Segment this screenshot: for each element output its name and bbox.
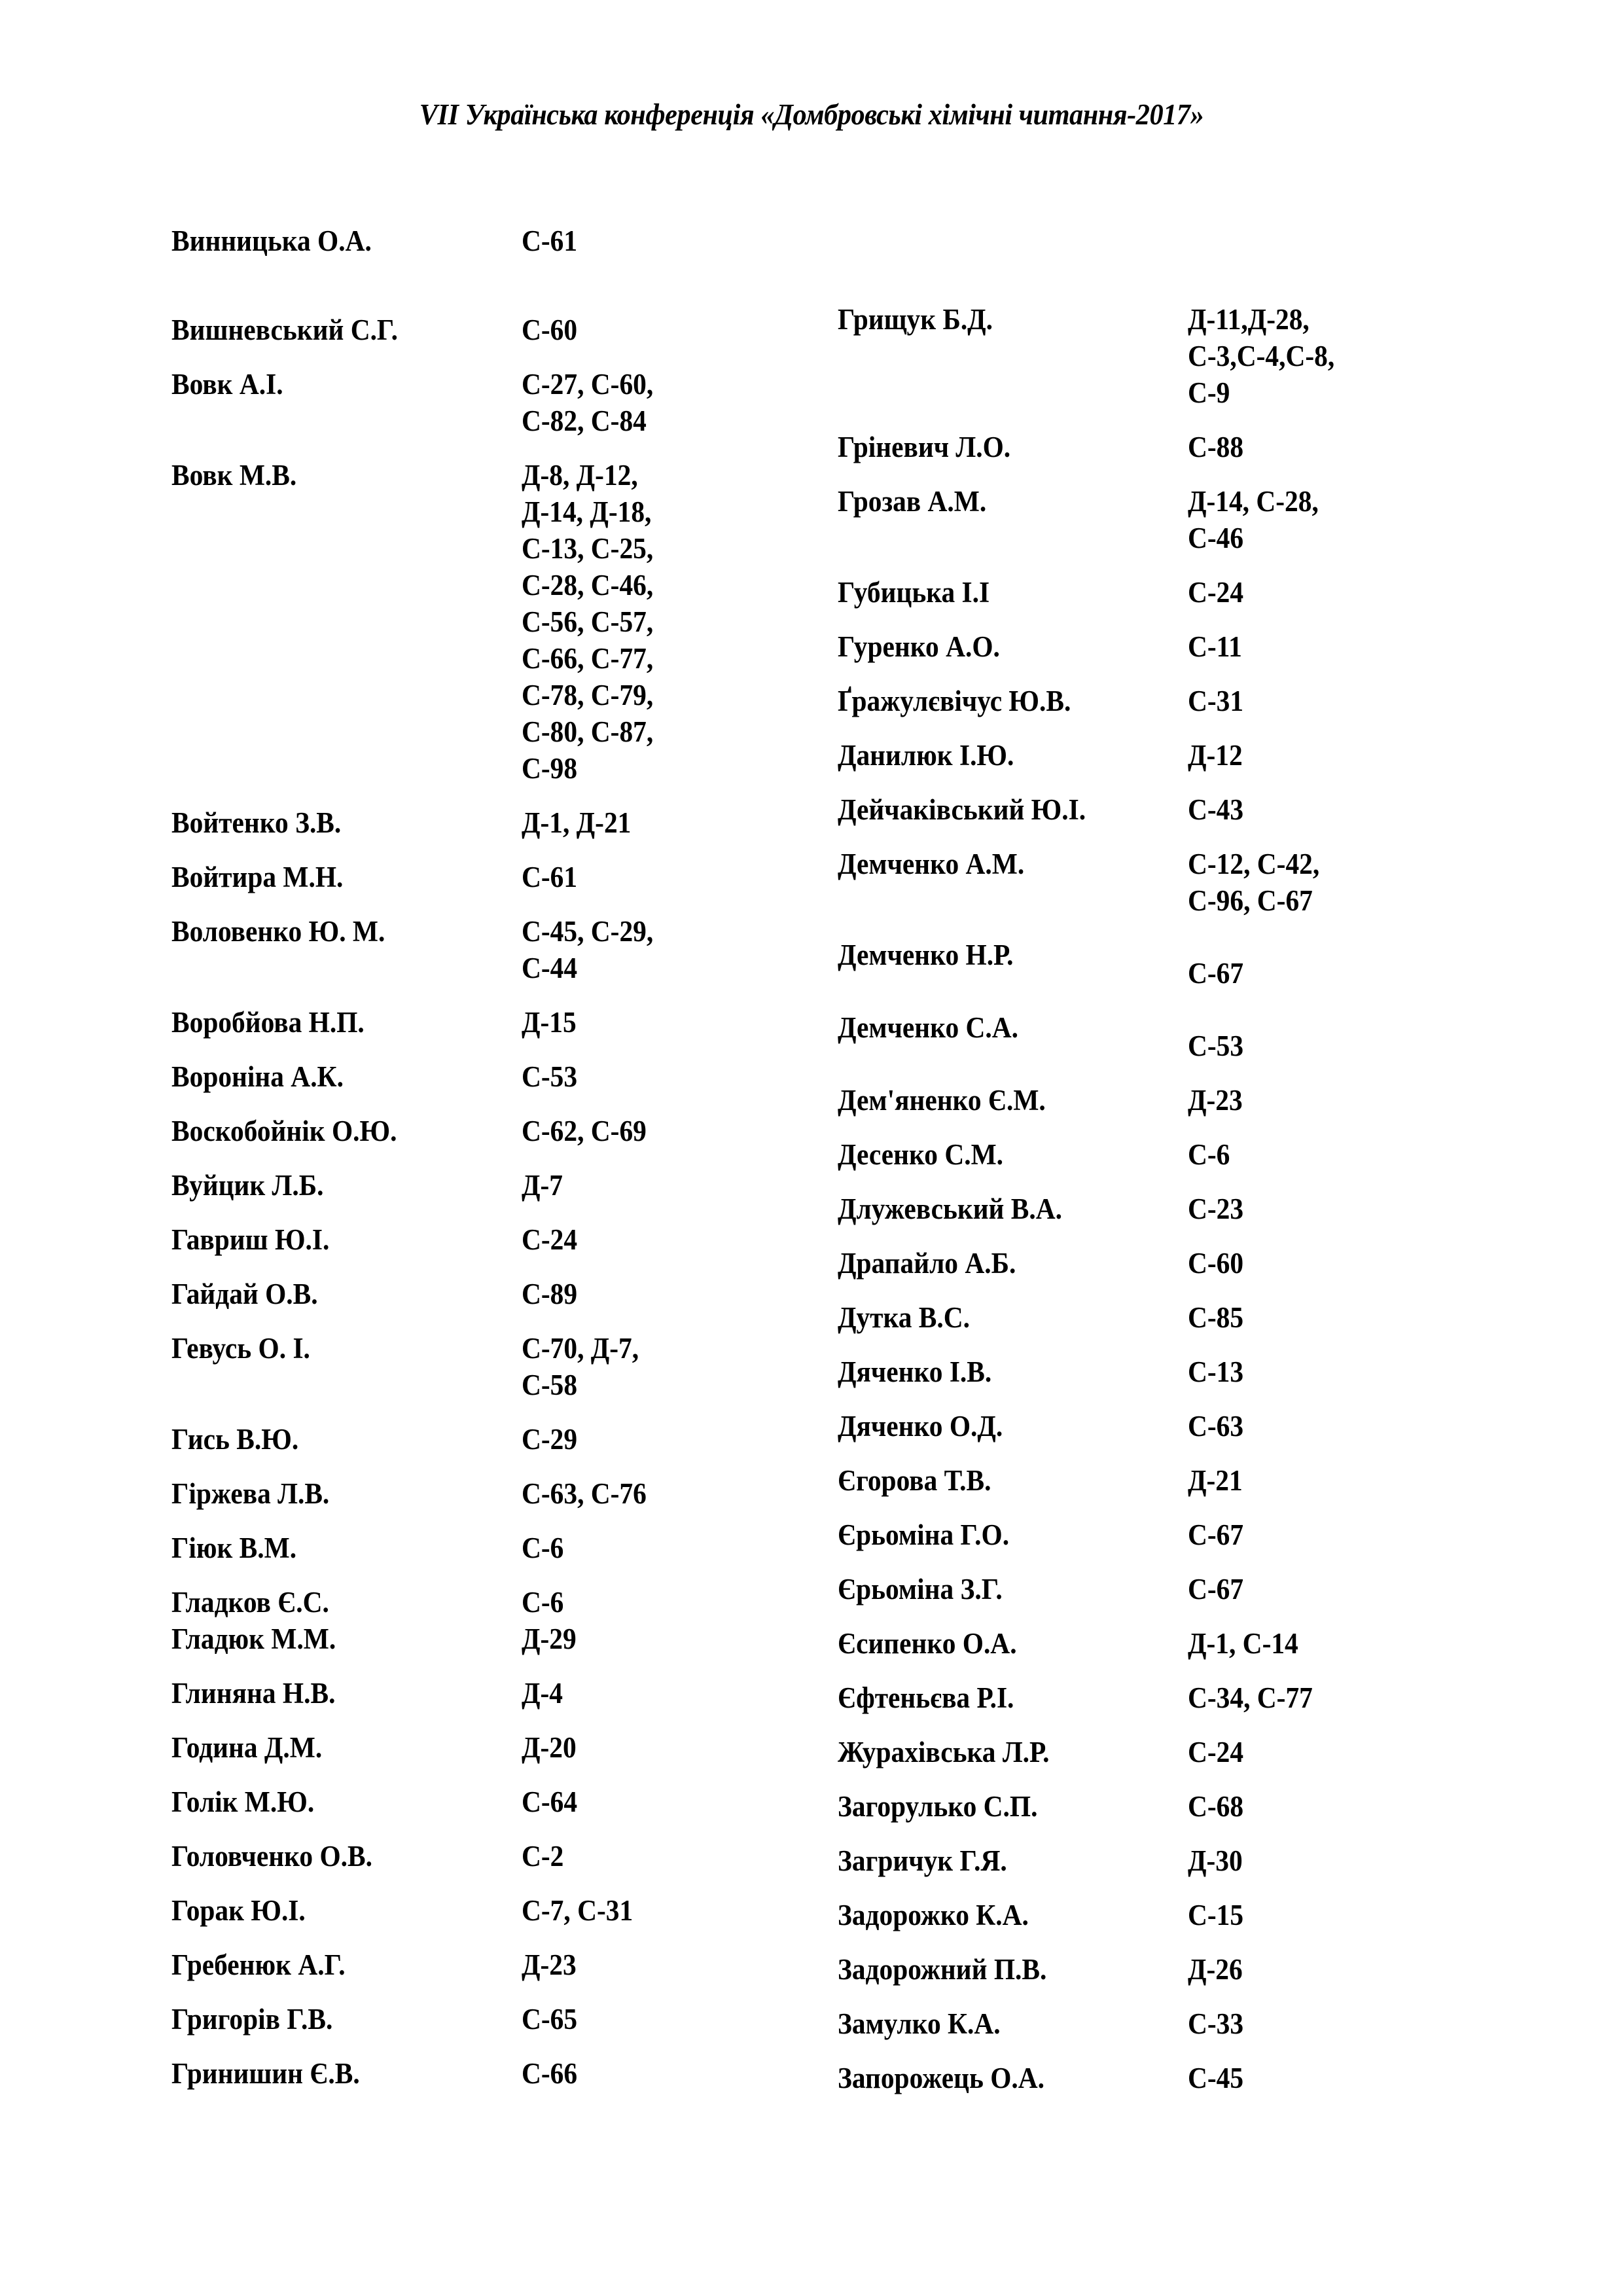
- presentation-codes: Д-21: [1188, 1464, 1243, 1497]
- author-name: Воловенко Ю. М.: [171, 915, 385, 948]
- author-name: Замулко К.А.: [838, 2007, 1001, 2040]
- author-name: Гребенюк А.Г.: [171, 1948, 346, 1981]
- presentation-codes: С-60: [1188, 1247, 1244, 1280]
- author-name: Вовк А.І.: [171, 368, 283, 401]
- author-name: Дейчаківський Ю.І.: [838, 793, 1086, 826]
- author-name: Горак Ю.І.: [171, 1894, 306, 1927]
- author-name: Данилюк І.Ю.: [838, 739, 1014, 772]
- presentation-codes: С-63, С-76: [522, 1477, 647, 1510]
- presentation-codes: С-29: [522, 1423, 578, 1456]
- presentation-codes: Д-30: [1188, 1844, 1243, 1877]
- presentation-codes: С-53: [1188, 1030, 1244, 1062]
- presentation-codes: С-53: [522, 1060, 578, 1093]
- author-entry: [838, 1354, 1427, 1390]
- presentation-codes: С-63: [1188, 1410, 1244, 1443]
- author-name: Войтира М.Н.: [171, 861, 344, 893]
- author-name: Винницька О.А.: [171, 224, 372, 257]
- presentation-codes: С-65: [522, 2003, 578, 2036]
- author-name: Гринишин Є.В.: [171, 2057, 360, 2090]
- presentation-codes: Д-15: [522, 1006, 577, 1039]
- author-entry: [171, 1892, 760, 1929]
- presentation-codes: С-2: [522, 1840, 564, 1873]
- author-name: Гріневич Л.О.: [838, 431, 1011, 463]
- presentation-codes: С-6: [522, 1586, 564, 1619]
- author-entry: [838, 574, 1427, 611]
- author-name: Вороніна А.К.: [171, 1060, 344, 1093]
- author-name: Войтенко З.В.: [171, 806, 342, 839]
- author-entry: [838, 1734, 1427, 1770]
- author-entry: [171, 2055, 760, 2092]
- author-name: Дяченко І.В.: [838, 1355, 992, 1388]
- author-name: Головченко О.В.: [171, 1840, 372, 1873]
- author-entry: [838, 1462, 1427, 1499]
- author-entry: [171, 1838, 760, 1874]
- author-name: Драпайло А.Б.: [838, 1247, 1016, 1280]
- presentation-codes: С-85: [1188, 1301, 1244, 1334]
- author-name: Гладков Є.С.: [171, 1586, 329, 1619]
- presentation-codes: С-88: [1188, 431, 1244, 463]
- presentation-codes: С-23: [1188, 1193, 1244, 1225]
- author-entry: [838, 1897, 1427, 1933]
- author-name: Демченко С.А.: [838, 1011, 1018, 1044]
- presentation-codes: С-67: [1188, 1573, 1244, 1605]
- presentation-codes: С-33: [1188, 2007, 1244, 2040]
- author-entry: [838, 1299, 1427, 1336]
- presentation-codes: Д-1, Д-21: [522, 806, 632, 839]
- author-entry: [838, 1951, 1427, 1988]
- author-entry: [171, 1729, 760, 1766]
- author-entry: [838, 301, 1427, 411]
- author-entry: [838, 429, 1427, 465]
- author-name: Десенко С.М.: [838, 1138, 1004, 1171]
- author-entry: [171, 312, 760, 348]
- author-entry: [171, 1276, 760, 1312]
- author-entry: [838, 937, 1427, 992]
- author-entry: [838, 1842, 1427, 1879]
- author-entry: [171, 913, 760, 986]
- presentation-codes: С-60: [522, 314, 578, 346]
- presentation-codes: Д-12: [1188, 739, 1243, 772]
- author-name: Година Д.М.: [171, 1731, 323, 1764]
- author-entry: [171, 2001, 760, 2037]
- author-entry: [171, 1784, 760, 1820]
- author-name: Загричук Г.Я.: [838, 1844, 1007, 1877]
- author-name: Дяченко О.Д.: [838, 1410, 1003, 1443]
- presentation-codes: С-24: [522, 1223, 578, 1256]
- author-entry: [171, 223, 760, 259]
- author-name: Ґражулєвічус Ю.В.: [838, 685, 1071, 717]
- author-entry: [171, 1330, 760, 1403]
- author-entry: [838, 1516, 1427, 1553]
- author-entry: [838, 737, 1427, 774]
- author-name: Задорожний П.В.: [838, 1953, 1047, 1986]
- presentation-codes: С-6: [522, 1532, 564, 1564]
- author-index-left-column: [171, 223, 760, 2109]
- presentation-codes: Д-8, Д-12, Д-14, Д-18, С-13, С-25, С-28, С-46, С-56, С-57, С-66, С-77, С-78, С-79, С-80, С-87, С-98: [522, 459, 654, 785]
- author-name: Грищук Б.Д.: [838, 303, 993, 336]
- author-entry: [171, 457, 760, 787]
- presentation-codes: Д-20: [522, 1731, 577, 1764]
- author-entry: [838, 2005, 1427, 2042]
- author-entry: [171, 1621, 760, 1657]
- author-entry: [171, 1004, 760, 1041]
- author-name: Єрьоміна З.Г.: [838, 1573, 1003, 1605]
- presentation-codes: Д-7: [522, 1169, 563, 1202]
- conference-title: VII Українська конференція «Домбровські хімічні читання-2017»: [419, 98, 1204, 131]
- author-entry: [838, 1191, 1427, 1227]
- author-name: Гіржева Л.В.: [171, 1477, 330, 1510]
- presentation-codes: Д-14, С-28, С-46: [1188, 485, 1319, 554]
- author-entry: [838, 791, 1427, 828]
- author-name: Гуренко А.О.: [838, 630, 1000, 663]
- presentation-codes: С-24: [1188, 576, 1244, 609]
- author-name: Григорів Г.В.: [171, 2003, 333, 2036]
- presentation-codes: С-89: [522, 1278, 578, 1310]
- author-entry: [838, 683, 1427, 719]
- presentation-codes: С-62, С-69: [522, 1115, 647, 1147]
- author-entry: [171, 1675, 760, 1712]
- presentation-codes: Д-26: [1188, 1953, 1243, 1986]
- presentation-codes: Д-23: [522, 1948, 577, 1981]
- presentation-codes: Д-29: [522, 1623, 577, 1655]
- author-name: Демченко Н.Р.: [838, 939, 1014, 971]
- author-entry: [838, 1625, 1427, 1662]
- author-name: Гіюк В.М.: [171, 1532, 297, 1564]
- author-name: Гавриш Ю.І.: [171, 1223, 330, 1256]
- author-entry: [838, 1571, 1427, 1607]
- author-entry: [171, 1946, 760, 1983]
- author-entry: [171, 1167, 760, 1204]
- author-name: Задорожко К.А.: [838, 1899, 1029, 1931]
- author-name: Єрьоміна Г.О.: [838, 1518, 1010, 1551]
- author-name: Гись В.Ю.: [171, 1423, 299, 1456]
- presentation-codes: С-27, С-60, С-82, С-84: [522, 368, 654, 437]
- presentation-codes: С-67: [1188, 1518, 1244, 1551]
- presentation-codes: С-43: [1188, 793, 1244, 826]
- author-name: Єгорова Т.В.: [838, 1464, 991, 1497]
- author-entry: [171, 1058, 760, 1095]
- author-entry: [171, 1584, 760, 1621]
- author-name: Журахівська Л.Р.: [838, 1736, 1050, 1768]
- presentation-codes: С-24: [1188, 1736, 1244, 1768]
- author-entry: [838, 628, 1427, 665]
- presentation-codes: Д-11,Д-28, С-3,С-4,С-8, С-9: [1188, 303, 1335, 409]
- presentation-codes: С-68: [1188, 1790, 1244, 1823]
- author-entry: [838, 2060, 1427, 2096]
- presentation-codes: С-34, С-77: [1188, 1681, 1313, 1714]
- author-entry: [171, 1421, 760, 1458]
- author-entry: [171, 1475, 760, 1512]
- presentation-codes: С-12, С-42, С-96, С-67: [1188, 848, 1320, 917]
- author-entry: [838, 1245, 1427, 1282]
- author-name: Длужевський В.А.: [838, 1193, 1062, 1225]
- author-entry: [171, 1221, 760, 1258]
- presentation-codes: С-61: [522, 224, 578, 257]
- author-name: Запорожець О.А.: [838, 2062, 1045, 2094]
- presentation-codes: Д-4: [522, 1677, 563, 1710]
- author-entry: [171, 1530, 760, 1566]
- presentation-codes: С-15: [1188, 1899, 1244, 1931]
- presentation-codes: С-31: [1188, 685, 1244, 717]
- presentation-codes: С-67: [1188, 957, 1244, 990]
- author-name: Єфтеньєва Р.І.: [838, 1681, 1014, 1714]
- author-name: Загорулько С.П.: [838, 1790, 1038, 1823]
- presentation-codes: С-66: [522, 2057, 578, 2090]
- author-name: Гевусь О. І.: [171, 1332, 310, 1365]
- author-name: Вуйцик Л.Б.: [171, 1169, 324, 1202]
- author-name: Вовк М.В.: [171, 459, 297, 492]
- presentation-codes: С-6: [1188, 1138, 1230, 1171]
- presentation-codes: С-70, Д-7, С-58: [522, 1332, 639, 1401]
- presentation-codes: Д-1, С-14: [1188, 1627, 1298, 1660]
- author-entry: [171, 366, 760, 439]
- author-name: Гладюк М.М.: [171, 1623, 336, 1655]
- author-name: Вишневський С.Г.: [171, 314, 398, 346]
- presentation-codes: С-13: [1188, 1355, 1244, 1388]
- author-entry: [838, 483, 1427, 556]
- author-entry: [838, 1788, 1427, 1825]
- author-entry: [171, 1113, 760, 1149]
- author-entry: [838, 1136, 1427, 1173]
- author-entry: [838, 1408, 1427, 1444]
- author-index-right-column: [838, 301, 1427, 2114]
- presentation-codes: С-45: [1188, 2062, 1244, 2094]
- author-entry: [171, 859, 760, 895]
- page-header: [65, 97, 1558, 132]
- author-entry: [838, 1009, 1427, 1064]
- author-entry: [838, 1082, 1427, 1119]
- author-name: Грозав А.М.: [838, 485, 987, 518]
- presentation-codes: С-11: [1188, 630, 1242, 663]
- author-name: Голік М.Ю.: [171, 1785, 315, 1818]
- author-name: Губицька І.І: [838, 576, 990, 609]
- author-name: Воскобойнік О.Ю.: [171, 1115, 397, 1147]
- presentation-codes: С-64: [522, 1785, 578, 1818]
- presentation-codes: Д-23: [1188, 1084, 1243, 1117]
- author-name: Гайдай О.В.: [171, 1278, 318, 1310]
- author-name: Глиняна Н.В.: [171, 1677, 336, 1710]
- author-name: Дутка В.С.: [838, 1301, 971, 1334]
- author-name: Єсипенко О.А.: [838, 1627, 1017, 1660]
- presentation-codes: С-7, С-31: [522, 1894, 633, 1927]
- author-entry: [171, 804, 760, 841]
- presentation-codes: С-61: [522, 861, 578, 893]
- author-entry: [838, 846, 1427, 919]
- presentation-codes: С-45, С-29, С-44: [522, 915, 654, 984]
- author-name: Воробйова Н.П.: [171, 1006, 365, 1039]
- author-name: Дем'яненко Є.М.: [838, 1084, 1046, 1117]
- author-name: Демченко А.М.: [838, 848, 1025, 880]
- author-entry: [838, 1679, 1427, 1716]
